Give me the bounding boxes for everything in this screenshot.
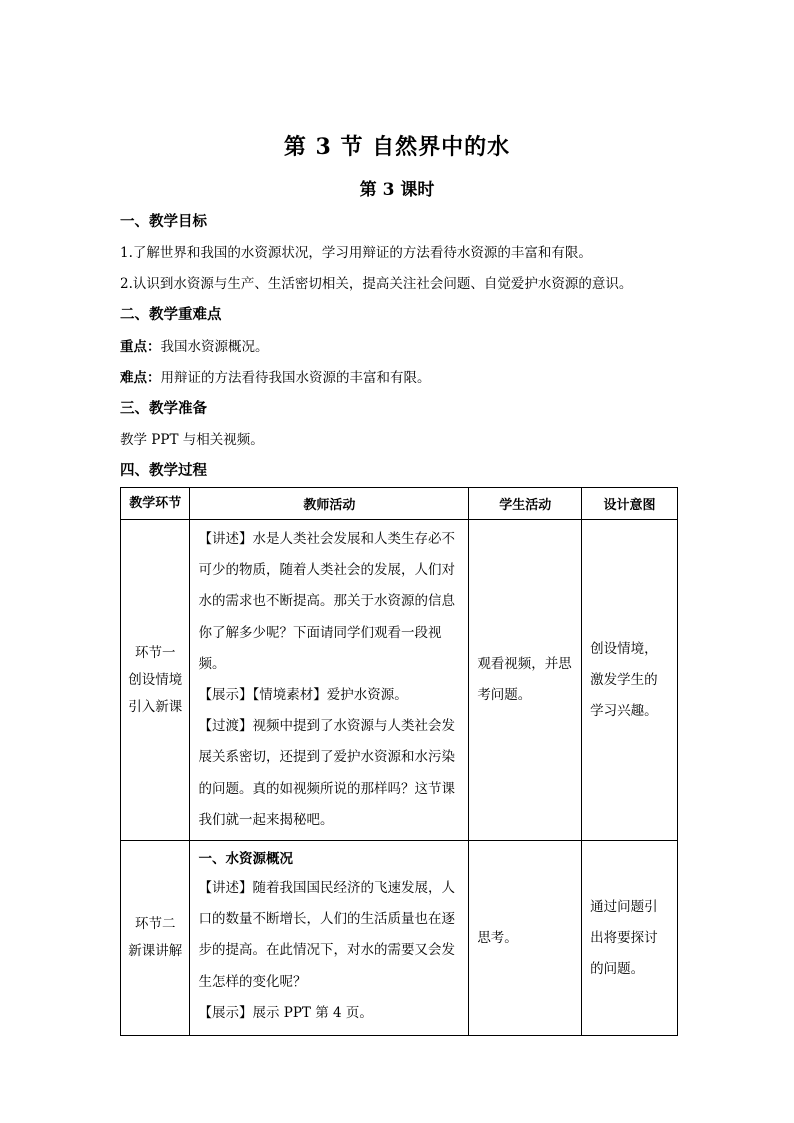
student-activity-cell: 观看视频，并思考问题。 (469, 520, 582, 841)
table-header-row (121, 488, 678, 520)
stage-line: 创设情境 (128, 671, 183, 688)
header-student-activity: 学生活动 (469, 488, 582, 520)
table-row (121, 841, 678, 1036)
stage-line: 环节一 (134, 644, 176, 661)
key-point-line (120, 337, 680, 357)
objective-item-2: 2.认识到水资源与生产、生活密切相关，提高关注社会问题、自觉爱护水资源的意识。 (120, 276, 633, 292)
stage-line: 引入新课 (128, 698, 183, 715)
student-activity-cell: 思考。 (469, 841, 582, 1036)
objective-item-1: 1.了解世界和我国的水资源状况，学习用辩证的方法看待水资源的丰富和有限。 (120, 245, 592, 261)
header-stage: 教学环节 (121, 488, 190, 520)
teacher-paragraph: 【过渡】视频中提到了水资源与人类社会发展关系密切，还提到了爱护水资源和水污染的问题。真的如视频所说的那样吗？这节课我们就一起来揭秘吧。 (198, 718, 455, 828)
lesson-subtitle: 第 3 课时 (359, 180, 435, 200)
table-row (121, 520, 678, 841)
difficult-point-line (120, 368, 680, 388)
key-point-text: 我国水资源概况。 (160, 339, 269, 355)
teacher-subheading: 一、水资源概况 (198, 851, 293, 868)
header-design-intent: 设计意图 (582, 488, 678, 520)
difficult-point-label: 难点： (120, 370, 161, 386)
teacher-activity-cell (190, 520, 469, 841)
header-teacher-activity: 教师活动 (190, 488, 469, 520)
preparation-text: 教学 PPT 与相关视频。 (120, 432, 264, 448)
teacher-paragraph: 【讲述】水是人类社会发展和人类生存必不可少的物质，随着人类社会的发展，人们对水的需求也不断提高。那关于水资源的信息你了解多少呢？下面请同学们观看一段视频。 (198, 531, 455, 672)
stage-cell (121, 520, 190, 841)
design-intent-cell: 创设情境，激发学生的学习兴趣。 (582, 520, 678, 841)
section-heading-objectives: 一、教学目标 (120, 213, 207, 230)
stage-cell (121, 841, 190, 1036)
document-title: 第 3 节 自然界中的水 (283, 134, 511, 160)
design-intent-cell: 通过问题引出将要探讨的问题。 (582, 841, 678, 1036)
teacher-paragraph: 【讲述】随着我国国民经济的飞速发展，人口的数量不断增长，人们的生活质量也在逐步的提高。在此情况下，对水的需要又会发生怎样的变化呢？ (198, 880, 455, 990)
teacher-paragraph: 【展示】【情境素材】爱护水资源。 (198, 687, 408, 704)
stage-line: 新课讲解 (128, 943, 183, 960)
section-heading-process: 四、教学过程 (120, 462, 207, 479)
section-heading-preparation: 三、教学准备 (120, 400, 207, 417)
teacher-activity-cell (190, 841, 469, 1036)
teacher-paragraph: 【展示】展示 PPT 第 4 页。 (198, 1004, 373, 1021)
difficult-point-text: 用辩证的方法看待我国水资源的丰富和有限。 (160, 370, 431, 386)
stage-line: 环节二 (134, 916, 176, 933)
key-point-label: 重点： (120, 339, 161, 355)
process-table (120, 487, 678, 1036)
section-heading-key-points: 二、教学重难点 (120, 306, 222, 323)
